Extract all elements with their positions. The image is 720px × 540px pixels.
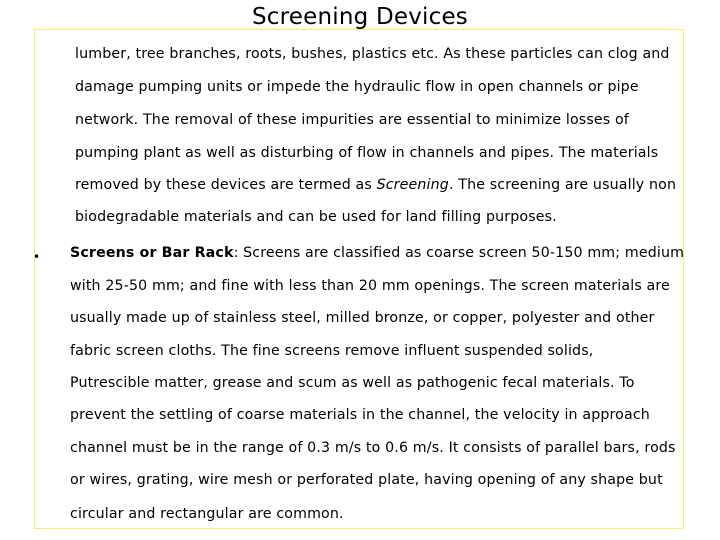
slide-title: Screening Devices xyxy=(252,4,468,30)
paragraph-line: damage pumping units or impede the hydraulic flow in open channels or pipe xyxy=(75,79,639,95)
bullet-line: circular and rectangular are common. xyxy=(70,506,344,522)
bullet-line: Putrescible matter, grease and scum as well as pathogenic fecal materials. To xyxy=(70,375,635,391)
bullet-text: : Screens are classified as coarse screen 50-150 mm; medium xyxy=(233,245,685,261)
bullet-label: Screens or Bar Rack xyxy=(70,245,234,261)
paragraph-text: . The screening are usually non xyxy=(448,177,677,193)
paragraph-line xyxy=(75,177,676,193)
bullet-line: or wires, grating, wire mesh or perforated plate, having opening of any shape but xyxy=(70,472,663,488)
paragraph-line: lumber, tree branches, roots, bushes, plastics etc. As these particles can clog and xyxy=(75,46,670,62)
bullet-line: usually made up of stainless steel, milled bronze, or copper, polyester and other xyxy=(70,310,655,326)
bullet-line: prevent the settling of coarse materials in the channel, the velocity in approach xyxy=(70,407,650,423)
paragraph-line: network. The removal of these impurities are essential to minimize losses of xyxy=(75,112,629,128)
bullet-line xyxy=(70,245,684,261)
bullet-line: channel must be in the range of 0.3 m/s to 0.6 m/s. It consists of parallel bars, rods xyxy=(70,440,676,456)
paragraph-line: biodegradable materials and can be used for land filling purposes. xyxy=(75,209,557,225)
paragraph-line: pumping plant as well as disturbing of flow in channels and pipes. The materials xyxy=(75,145,659,161)
bullet-marker: • xyxy=(33,250,41,264)
bullet-line: fabric screen cloths. The fine screens remove influent suspended solids, xyxy=(70,343,594,359)
paragraph-text: removed by these devices are termed as xyxy=(75,177,377,193)
bullet-line: with 25-50 mm; and fine with less than 20 mm openings. The screen materials are xyxy=(70,278,670,294)
screening-term: Screening xyxy=(376,177,449,193)
